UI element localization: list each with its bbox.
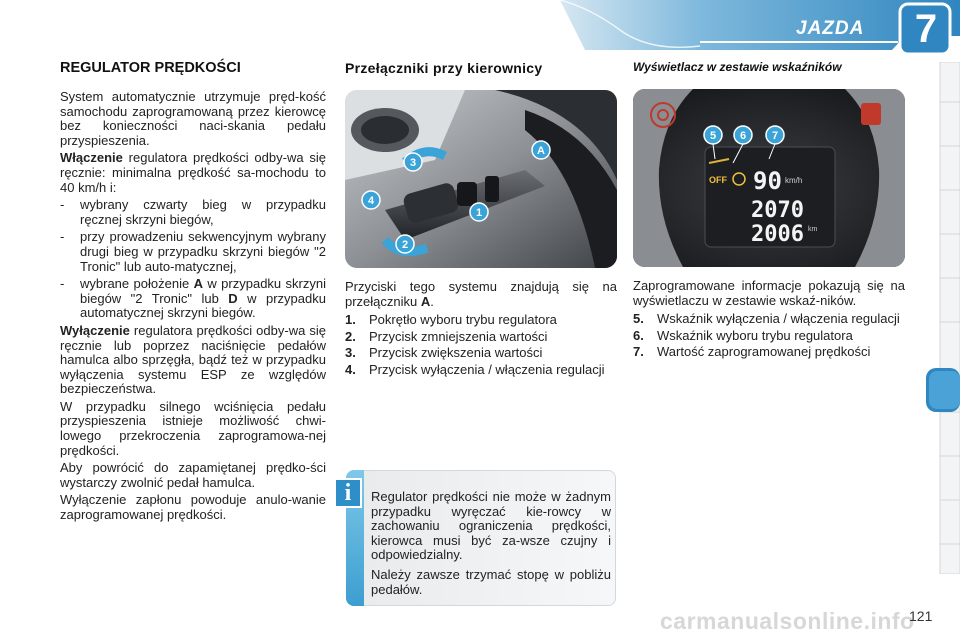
programmed-speed: 90 [753, 167, 782, 195]
callout-2: 2 [401, 239, 409, 251]
list-item [345, 346, 617, 361]
section-title: Przełączniki przy kierownicy [345, 60, 543, 76]
section-title: REGULATOR PRĘDKOŚCI [60, 60, 241, 76]
off-indicator: OFF [709, 175, 727, 185]
odometer: 2070 [751, 198, 804, 223]
item-text: Wskaźnik wyboru trybu regulatora [657, 327, 853, 343]
intro-paragraph: System automatycznie utrzymuje pręd-kość samochodu zaprogramowaną przez kierowcę bez konieczności naci-skania pedału przyspieszenia. [60, 89, 326, 148]
callout-a: A [537, 145, 545, 157]
enable-text: regulatora prędkości odby-wa się ręcznie: minimalna prędkość sa-mochodu to 40 km/h i: [60, 150, 326, 195]
item-number: 7. [633, 344, 644, 360]
resume-paragraph: Aby powrócić do zapamiętanej prędko-ści wystarczy zwolnić pedał hamulca. [60, 460, 326, 490]
cond-text: w przypadku automatycznej skrzyni biegów. [80, 290, 326, 321]
controls-list [345, 313, 617, 377]
info-text [371, 490, 611, 602]
display-column [633, 60, 905, 362]
item-number: 4. [345, 361, 356, 377]
switch-a-label: A [420, 293, 431, 309]
item-number: 1. [345, 312, 356, 328]
side-chapter-tabs [926, 62, 960, 574]
callout-4: 4 [367, 195, 375, 207]
item-number: 6. [633, 327, 644, 343]
info-icon: i [334, 478, 362, 508]
chapter-number: 7 [914, 7, 938, 51]
cond-text: w przypadku skrzyni biegów "2 Tronic" lub [80, 276, 326, 306]
list-item [60, 277, 326, 321]
cond-text: wybrane położenie [80, 276, 190, 292]
info-foot-tip: Należy zawsze trzymać stopę w pobliżu pedałów. [371, 566, 611, 597]
distance-unit: km [808, 226, 818, 233]
item-text: Wartość zaprogramowanej prędkości [657, 344, 871, 360]
intro-end: . [430, 293, 434, 309]
disable-paragraph [60, 324, 326, 397]
enable-paragraph [60, 151, 326, 195]
display-intro: Zaprogramowane informacje pokazują się na wyświetlaczu w zestawie wskaź-ników. [633, 278, 905, 308]
item-text: Przycisk wyłączenia / włączenia regulacji [369, 361, 605, 377]
section-title: Wyświetlacz w zestawie wskaźników [633, 60, 842, 74]
item-text: Przycisk zmniejszenia wartości [369, 328, 548, 344]
callout-6: 6 [739, 130, 747, 142]
item-text: Przycisk zwiększenia wartości [369, 345, 543, 361]
item-number: 5. [633, 311, 644, 327]
disable-label: Wyłączenie [60, 322, 130, 338]
list-item: - przy prowadzeniu sekwencyjnym wybrany drugi bieg w przypadku skrzyni biegów "2 Tronic" lub auto-matycznej, [60, 230, 326, 274]
intro-text: Przyciski tego systemu znajdują się na przełączniku [345, 279, 617, 309]
list-item [345, 363, 617, 378]
list-item [345, 330, 617, 345]
list-item: - wybrany czwarty bieg w przypadku ręcznej skrzyni biegów, [60, 198, 326, 227]
cruise-control-column [60, 60, 326, 526]
item-number: 2. [345, 328, 356, 344]
list-item [633, 345, 905, 360]
steering-switches-column [345, 60, 617, 380]
steering-stalk-photo [345, 90, 617, 268]
disable-text: regulatora prędkości odby-wa się ręcznie lub poprzez naciśnięcie pedałów hamulca albo sprzęgła, bądź też w przypadku wyłączenia systemu ESP ze względów bezpieczeństwa. [60, 322, 326, 397]
position-d-label: D [228, 290, 238, 306]
item-number: 3. [345, 345, 356, 361]
conditions-list [60, 198, 326, 321]
callout-5: 5 [709, 130, 717, 142]
list-item [633, 312, 905, 327]
info-warning: Regulator prędkości nie może w żadnym przypadku wyręczać kie-rowcy w zachowaniu ograniczenia prędkości, kierowca musi być za-wsze czujny i odpowiedzialny. [371, 489, 611, 563]
chapter-title: JAZDA [796, 18, 865, 39]
callout-1: 1 [475, 207, 483, 219]
ignition-paragraph: Wyłączenie zapłonu powoduje anulo-wanie zaprogramowanej prędkości. [60, 492, 326, 523]
list-item [633, 329, 905, 344]
indicators-list [633, 312, 905, 360]
item-text: Pokrętło wyboru trybu regulatora [369, 312, 557, 328]
buttons-intro [345, 280, 617, 309]
page-number: 121 [909, 608, 933, 624]
callout-3: 3 [409, 157, 417, 169]
kickdown-paragraph: W przypadku silnego wciśnięcia pedału przyspieszenia istnieje możliwość chwi-lowego przekroczenia zaprogramowa-nej prędkości. [60, 398, 326, 458]
speed-unit: km/h [785, 176, 803, 185]
enable-label: Włączenie [60, 150, 123, 166]
callout-7: 7 [771, 130, 779, 142]
trip-counter: 2006 [751, 222, 804, 247]
position-a-label: A [193, 276, 203, 292]
watermark: carmanualsonline.info [660, 608, 915, 634]
instrument-panel-photo [633, 89, 905, 267]
item-text: Wskaźnik wyłączenia / włączenia regulacji [657, 311, 900, 327]
chapter-header [0, 0, 960, 60]
list-item [345, 313, 617, 328]
